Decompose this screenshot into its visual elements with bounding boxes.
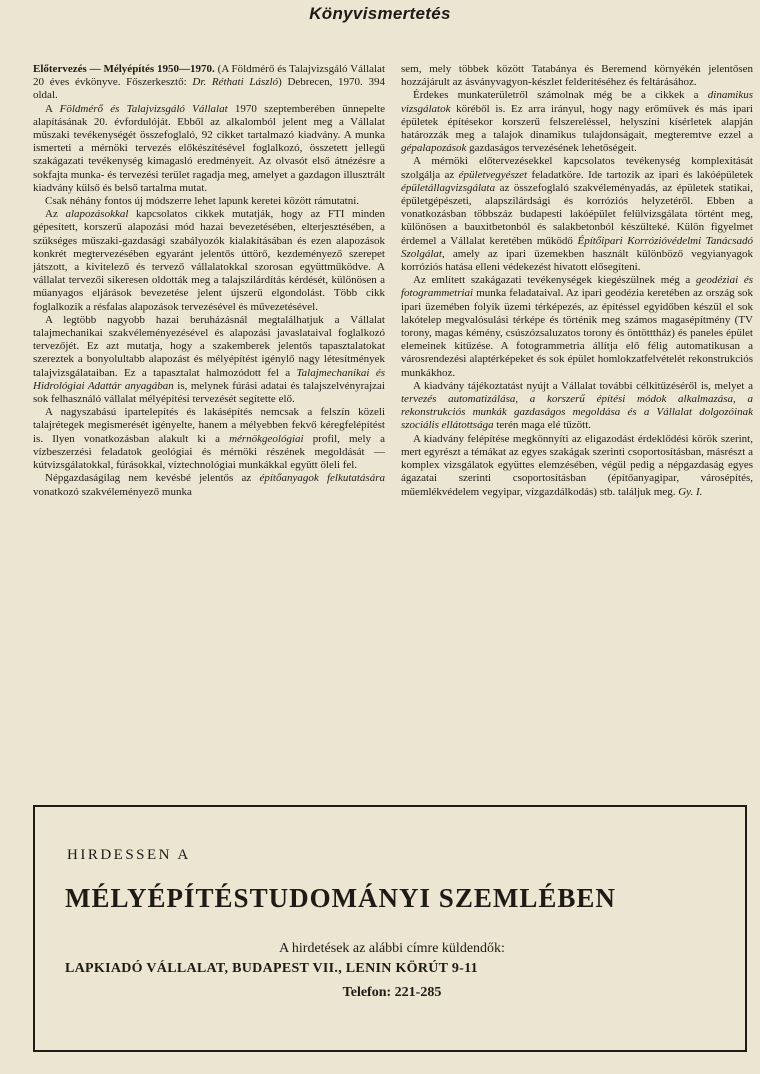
text-span: A mérnöki előtervezésekkel kapcsolatos tevékenység komplexitását szolgálja az	[401, 155, 753, 181]
text-span: 1970 szeptemberében ünnepelte alapításának 20. évfordulóját. Ebből az alkalomból jelent meg a Vállalat műszaki tevékenységét összefoglaló, 92 cikket tartalmazó kiadvány. A munka ismerteti a mérnöki tervezés előkészítésével foglalkozó, összetett jellegű szakágazati tevékenység kimagasló eredményeit. Az olvasót első átnézésre a sokfajta munka- és tervezési terület ragadja meg, amelyet a gazdagon illusztrált kiadvány külső és belső tartalma mutat.	[33, 102, 385, 194]
text-span: kapcsolatos cikkek mutatják, hogy az FTI minden gépesített, korszerű alapozási mód hazai bevezetésében, elterjesztésében, a szükséges műszaki-gazdasági szabályozók kialakításában és ezen alapozások konkrét megtervezésében egyaránt jelentős úttörő, kezdeményező szerepet játszott, a kivitelező és tervező vállalatokkal szorosan együttműködve. A vállalat tervezői sikeresen oldották meg a talajszilárdítás kérdését, különösen a műanyagos eljárások bevezetése jelent újszerű elgondolást. Több cikk foglalkozik a résfalas alapozások tervezésével és művezetésével.	[33, 208, 386, 313]
text-span: , amely az ipari üzemekben használt különböző vegyianyagok korróziós hatása elleni védekezést hivatott elősegíteni.	[401, 247, 753, 274]
text-span: gazdaságos tervezésének lehetőségeit.	[466, 142, 637, 155]
review-paragraph	[401, 274, 753, 380]
advertisement-box	[33, 805, 747, 1052]
text-span: profil, mely a vízbeszerzési feladatok geológiai és mérnöki részének megoldását — kútvizsgálatokkal, fúrásokkal, víztechnológiai munkákkal együtt öleli fel.	[33, 432, 385, 472]
review-paragraph	[33, 472, 385, 498]
review-paragraph	[33, 208, 385, 314]
editor-name: Dr. Réthati László	[192, 76, 279, 89]
italic-span: mérnökgeológiai	[229, 432, 304, 445]
ad-address: LAPKIADÓ VÁLLALAT, BUDAPEST VII., LENIN KÖRÚT 9-11	[65, 961, 478, 976]
italic-span: dinamikus vizsgálatok	[401, 89, 753, 115]
text-span: A kiadvány tájékoztatást nyújt a Vállalat további célkitűzéséről is, melyet a	[413, 379, 753, 392]
review-paragraph	[33, 103, 385, 195]
ad-tagline: HIRDESSEN A	[67, 847, 191, 863]
italic-span: épületállagvizsgálata	[401, 181, 496, 194]
text-span: vonatkozó szakvéleményező munka	[33, 485, 192, 498]
text-span: Az említett szakágazati tevékenységek kiegészülnek még a	[413, 274, 696, 287]
text-span: sem, mely többek között Tatabánya és Beremend környékén jelentősen hozzájárult az ásványvagyon-készlet felderítéséhez és feltárásához.	[401, 63, 753, 89]
italic-span: alapozásokkal	[65, 208, 129, 221]
italic-span: Építőipari Korrózióvédelmi Tanácsadó Szolgálat	[401, 234, 753, 260]
text-span: A legtöbb nagyobb hazai beruházásnál megtalálhatjuk a Vállalat talajmechanikai szakvéleményezésével és alapozási javaslataival foglalkozó tervezőjét. Ez azt mutatja, hogy a szakemberek jelentős tapasztalatokat szereztek a bonyolultabb alapozást és mélyépítést igénylő nagy létesítmények talajvizsgálataiban. Ez a tapasztalat halmozódott fel a	[33, 313, 385, 379]
italic-span: Talajmechanikai és Hidrológiai Adattár anyagában	[33, 366, 385, 392]
text-span: terén maga elé tűzött.	[493, 419, 592, 432]
italic-span: épületvegyészet	[458, 168, 528, 181]
text-span: A kiadvány felépítése megkönnyíti az eligazodást érdeklődési körök szerint, mert egyrészt a témákat az egyes szakágak szerinti csoportosításban, másrészt a komplex vizsgálatok együttes elemzésében, végül pedig a népgazdaság egyes ágazatai szerinti csoportosításban (építőanyagipar, városépítés, műemlékvédelem vegyipar, vízgazdálkodás) stb. találjuk meg.	[401, 432, 753, 498]
text-span: Az	[45, 208, 66, 221]
text-span: A nagyszabású ipartelepítés és lakásépítés nemcsak a felszín közeli talajrétegek megismerését igényelte, hanem a mélyebben fekvő kéregfelépítést is. Ilyen vonatkozásban alakult ki a	[33, 406, 385, 445]
review-paragraph	[401, 89, 753, 155]
text-span: Érdekes munkaterületről számolnak még be a cikkek a	[413, 89, 708, 102]
review-paragraph	[401, 433, 753, 499]
text-span: is, melynek fúrási adatai és talajszelvényrajzai sok felhasználó vállalat mélyépítési tervezését segítette elő.	[33, 379, 385, 406]
ad-phone: Telefon: 221-285	[342, 985, 442, 1000]
text-span: Csak néhány fontos új módszerre lehet lapunk keretei között rámutatni.	[45, 195, 360, 208]
review-paragraph	[33, 406, 385, 472]
review-paragraph	[401, 155, 753, 274]
text-span: munka feladataival. Az ipari geodézia keretében az ország sok ipari üzemében folyik üzemi térképezés, az építéssel egyidőben készül el sok lakótelep megvalósulási térképe és történik meg számos magasépítmény (TV torony, magas kémény, csúszózsaluzatos torony és öntötttház) és paneles épület elemeinek kitűzése. A fotogrammetria állítja elő félig automatikusan a városrendezési alaptérképeket és sok épület homlokzatfelvételét rekonstrukciós munkákhoz.	[401, 287, 753, 379]
review-paragraph	[401, 63, 753, 89]
right-column	[401, 63, 753, 499]
review-paragraph	[33, 63, 385, 103]
italic-span: geodéziai és fotogrammetriai	[401, 274, 754, 300]
ad-title: MÉLYÉPÍTÉSTUDOMÁNYI SZEMLÉBEN	[65, 883, 616, 913]
review-paragraph	[33, 314, 385, 406]
italic-span: gépalapozások	[401, 142, 467, 155]
review-paragraph	[33, 195, 385, 208]
text-span: az összefoglaló szakvéleményadás, az épületek statikai, épületgépészeti, alapszilárdsági és korróziós helyzetéről. Ebben a vonatkozásban többszáz budapesti lakóépület felülvizsgálata történt meg, különösen a bauxitbetonból és salakbetonból készülteké. Külön figyelmet érdemel a Vállalat keretében működő	[401, 181, 753, 247]
italic-span: tervezés automatizálása, a korszerű építési módok alkalmazása, a rekonstrukciós munkák gazdaságos megoldása és a Vállalat dolgozóinak szociális ellátottsága	[401, 393, 753, 432]
text-span: Népgazdaságilag nem kevésbé jelentős az	[45, 472, 260, 485]
review-paragraph	[401, 380, 753, 433]
italic-span: építőanyagok felkutatására	[259, 472, 385, 485]
book-title: Előtervezés — Mélyépítés 1950—1970.	[33, 63, 215, 75]
author-signature: Gy. I.	[678, 485, 703, 498]
text-span: (A Földmérő és Talajvizsgáló Vállalat 20 éves évkönyve. Főszerkesztő:	[33, 63, 386, 89]
text-span: A	[45, 102, 60, 115]
left-column	[33, 63, 385, 499]
text-span: feladatköre. Ide tartozik az ipari és lakóépületek	[527, 168, 753, 181]
italic-span: Földmérő és Talajvizsgáló Vállalat	[59, 102, 228, 115]
section-header: Könyvismertetés	[309, 4, 451, 23]
text-span: köréből is. Ez arra irányul, hogy nagy erőművek és más ipari épületek építésekor korszerű felszereléssel, helyszíni kísérletek alapján határozzák meg a talajok dinamikus tulajdonságait, megteremtve ezzel a	[401, 102, 753, 142]
ad-subtitle: A hirdetések az alábbi címre küldendők:	[279, 941, 505, 956]
text-span: ) Debrecen, 1970. 394 oldal.	[33, 76, 386, 102]
